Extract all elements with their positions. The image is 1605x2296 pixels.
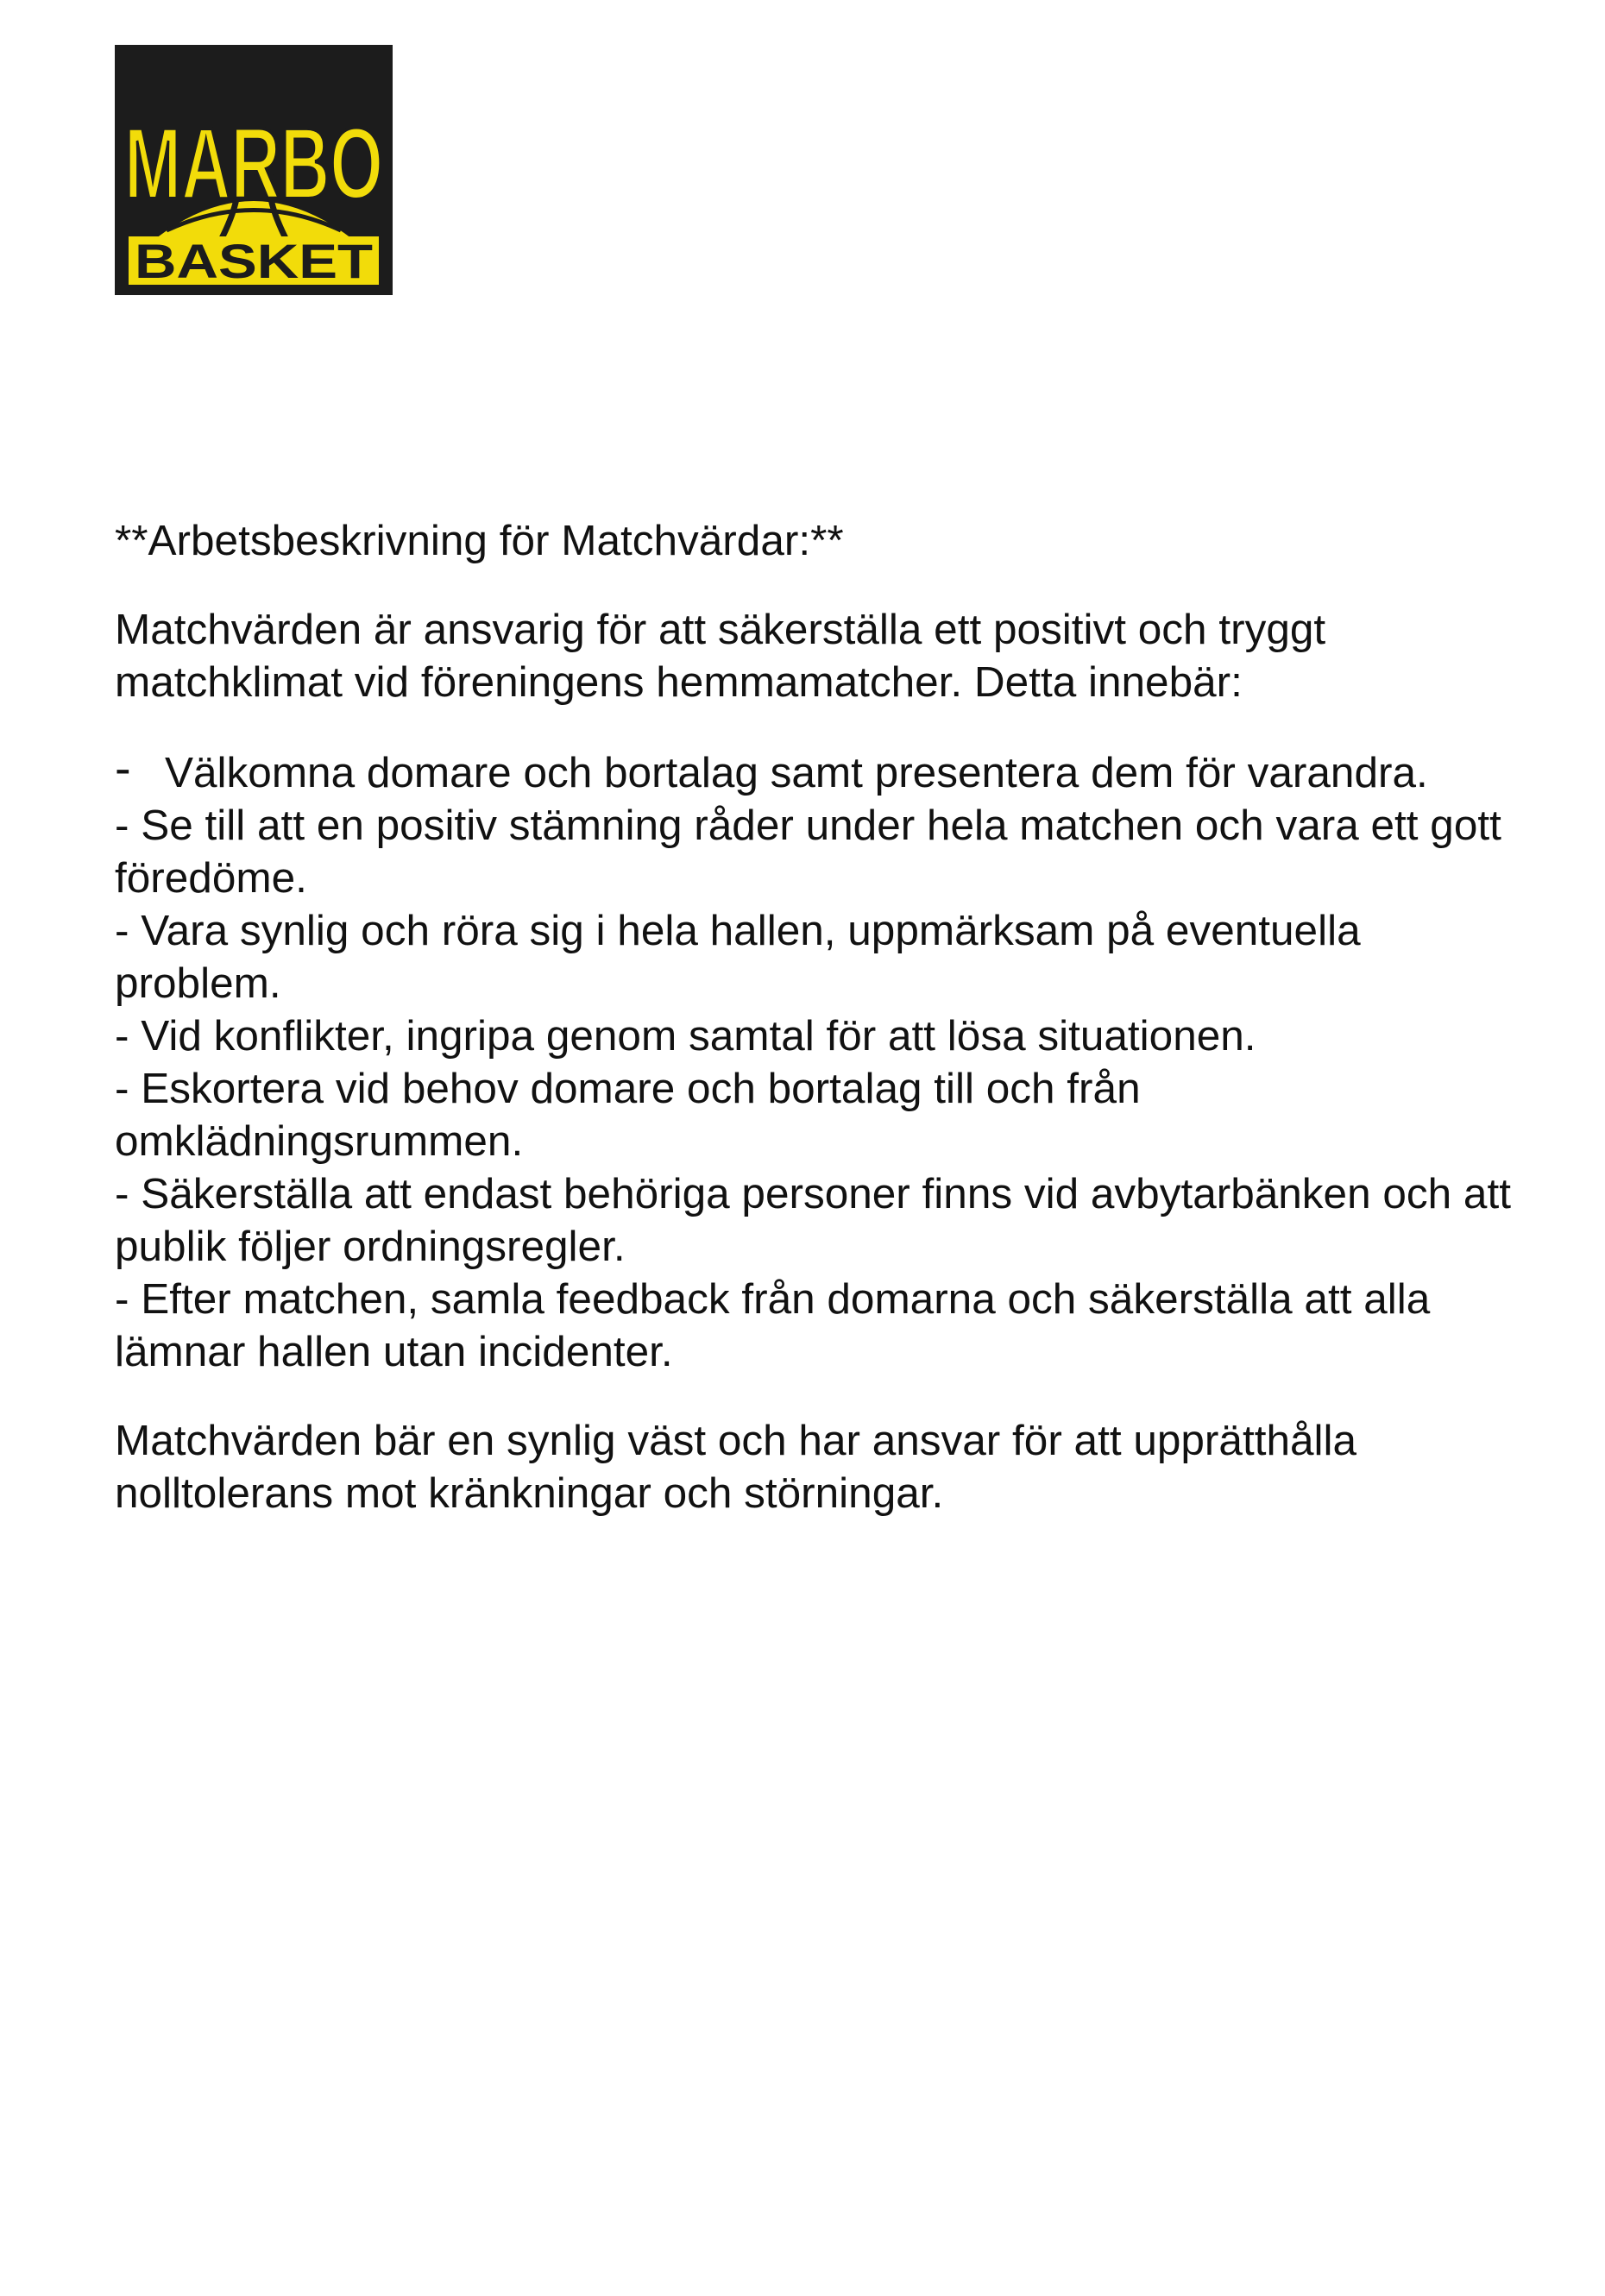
basketball-logo-icon [115,45,393,295]
logo-line2: BASKET [135,234,373,288]
duty-item: - Eskortera vid behov domare och bortalag till och från omklädningsrummen. [115,1065,1141,1165]
duty-item: - Säkerställa att endast behöriga personer finns vid avbytarbänken och att publik följer ordningsregler. [115,1170,1511,1270]
marbo-basket-logo [115,45,393,295]
closing-paragraph: Matchvärden bär en synlig väst och har ansvar för att upprätthålla nolltolerans mot kränkningar och störningar. [115,1417,1357,1517]
duty-text: Välkomna domare och bortalag samt presentera dem för varandra. [165,749,1428,796]
duty-item: - Vid konflikter, ingripa genom samtal för att lösa situationen. [115,1012,1256,1060]
duty-item: - Efter matchen, samla feedback från domarna och säkerställa att alla lämnar hallen utan incidenter. [115,1275,1431,1375]
duty-item: - Se till att en positiv stämning råder under hela matchen och vara ett gott föredöme. [115,802,1501,902]
duty-item: - Vara synlig och röra sig i hela hallen, uppmärksam på eventuella problem. [115,907,1361,1007]
intro-paragraph: Matchvärden är ansvarig för att säkerställa ett positivt och tryggt matchklimat vid föreningens hemmamatcher. Detta innebär: [115,606,1326,706]
list-dash: - [115,740,131,795]
document-heading: **Arbetsbeskrivning för Matchvärdar:** [115,517,844,564]
duties-list [115,740,1513,1378]
logo-line1: MARBO [124,107,383,221]
duty-item [115,740,1513,799]
document-body [115,514,1513,1519]
